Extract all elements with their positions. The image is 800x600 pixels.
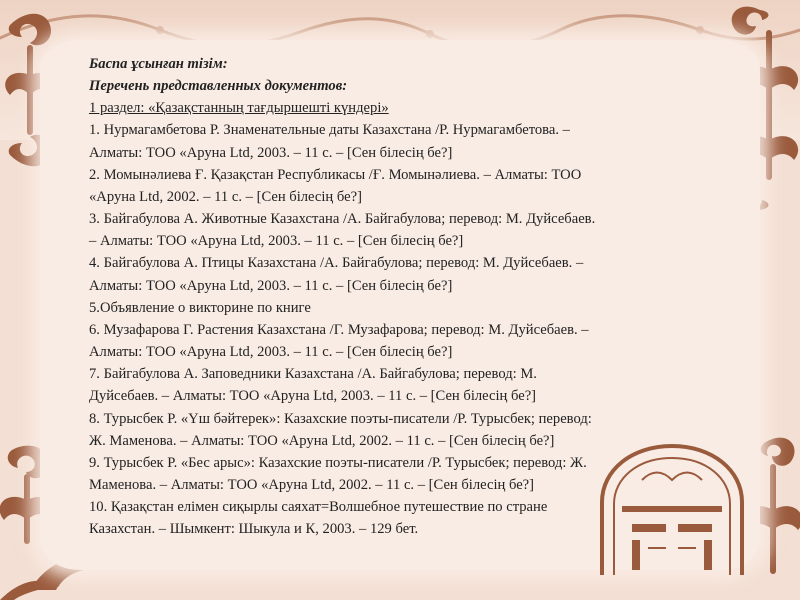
- list-item: 3. Байгабулова А. Животные Казахстана /А. Байгабулова; перевод: М. Дуйсебаев.: [89, 211, 596, 228]
- list-item: Алматы: ТОО «Аруна Ltd, 2003. – 11 с. – [Сен білесің бе?]: [89, 144, 453, 161]
- title-russian: Перечень представленных документов:: [89, 78, 348, 95]
- list-item: «Аруна Ltd, 2002. – 11 с. – [Сен білесің бе?]: [89, 188, 362, 205]
- list-item: 8. Турысбек Р. «Үш бәйтерек»: Казахские поэты-писатели /Р. Турысбек; перевод:: [89, 410, 592, 427]
- list-item: 2. Момынәлиева Ғ. Қазақстан Республикасы /Ғ. Момынәлиева. – Алматы: ТОО: [89, 166, 582, 183]
- list-item: Алматы: ТОО «Аруна Ltd, 2003. – 11 с. – [Сен білесің бе?]: [89, 277, 453, 294]
- list-item: Маменова. – Алматы: ТОО «Аруна Ltd, 2002. – 11 с. – [Сен білесің бе?]: [89, 476, 535, 493]
- list-item: 7. Байгабулова А. Заповедники Казахстана /А. Байгабулова; перевод: М.: [89, 366, 537, 383]
- list-item: 5.Объявление о викторине по книге: [89, 299, 311, 316]
- list-item: Алматы: ТОО «Аруна Ltd, 2003. – 11 с. – [Сен білесің бе?]: [89, 344, 453, 361]
- section-heading: 1 раздел: «Қазақстанның тағдыршешті күндері»: [89, 100, 389, 117]
- document-list: [89, 53, 709, 540]
- title-kazakh: Баспа ұсынған тізім:: [89, 56, 228, 72]
- list-item: – Алматы: ТОО «Аруна Ltd, 2003. – 11 с. – [Сен білесің бе?]: [89, 233, 464, 250]
- list-item: Ж. Маменова. – Алматы: ТОО «Аруна Ltd, 2002. – 11 с. – [Сен білесің бе?]: [89, 432, 555, 449]
- list-item: 9. Турысбек Р. «Бес арыс»: Казахские поэты-писатели /Р. Турысбек; перевод: Ж.: [89, 454, 587, 471]
- list-item: 10. Қазақстан елімен сиқырлы саяхат=Волшебное путешествие по стране: [89, 499, 548, 516]
- list-item: 4. Байгабулова А. Птицы Казахстана /А. Байгабулова; перевод: М. Дуйсебаев. –: [89, 255, 584, 272]
- list-item: 6. Музафарова Г. Растения Казахстана /Г. Музафарова; перевод: М. Дуйсебаев. –: [89, 321, 589, 338]
- list-item: 1. Нурмагамбетова Р. Знаменательные даты Казахстана /Р. Нурмагамбетова. –: [89, 122, 570, 139]
- list-item: Дуйсебаев. – Алматы: ТОО «Аруна Ltd, 2003. – 11 с. – [Сен білесің бе?]: [89, 388, 537, 405]
- list-item: Казахстан. – Шымкент: Шыкула и К, 2003. – 129 бет.: [89, 521, 419, 538]
